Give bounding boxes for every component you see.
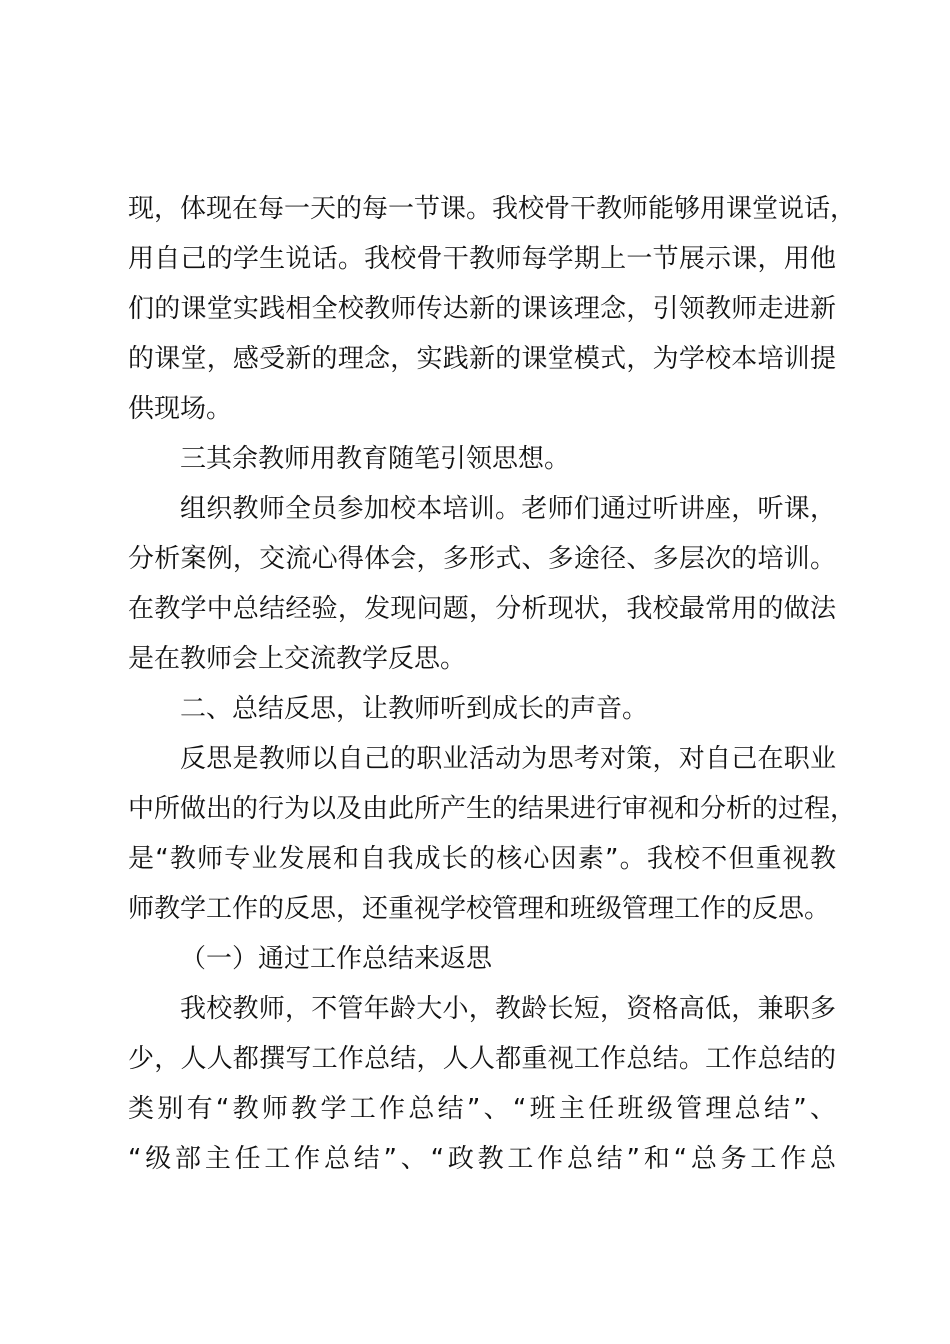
text-line: 在教学中总结经验，发现问题，分析现状，我校最常用的做法 [128, 594, 836, 624]
text-line: 反思是教师以自己的职业活动为思考对策，对自己在职业 [180, 744, 836, 774]
text-line: 中所做出的行为以及由此所产生的结果进行审视和分析的过程， [128, 794, 857, 824]
text-line: 现，体现在每一天的每一节课。我校骨干教师能够用课堂说话， [128, 194, 857, 224]
text-line: 师教学工作的反思，还重视学校管理和班级管理工作的反思。 [128, 894, 831, 924]
text-line: 类别有“教师教学工作总结”、“班主任班级管理总结”、 [128, 1094, 836, 1124]
section-heading: 三其余教师用教育随笔引领思想。 [180, 444, 571, 474]
text-line: 我校教师，不管年龄大小，教龄长短，资格高低，兼职多 [180, 994, 836, 1024]
document-body [128, 184, 857, 1184]
text-line: 是“教师专业发展和自我成长的核心因素”。我校不但重视教 [128, 844, 836, 874]
text-line: “级部主任工作总结”、“政教工作总结”和“总务工作总 [128, 1144, 836, 1174]
section-heading: 二、总结反思，让教师听到成长的声音。 [180, 694, 649, 724]
text-line: 用自己的学生说话。我校骨干教师每学期上一节展示课，用他 [128, 244, 836, 274]
text-line: 组织教师全员参加校本培训。老师们通过听讲座，听课， [180, 494, 836, 524]
text-line: 少，人人都撰写工作总结，人人都重视工作总结。工作总结的 [128, 1044, 836, 1074]
text-line: 的课堂，感受新的理念，实践新的课堂模式，为学校本培训提 [128, 344, 836, 374]
subsection-heading: （一）通过工作总结来返思 [180, 944, 493, 974]
text-line: 供现场。 [128, 394, 233, 424]
text-line: 们的课堂实践相全校教师传达新的课该理念，引领教师走进新 [128, 294, 836, 324]
text-line: 分析案例，交流心得体会，多形式、多途径、多层次的培训。 [128, 544, 836, 574]
text-line: 是在教师会上交流教学反思。 [128, 644, 467, 674]
